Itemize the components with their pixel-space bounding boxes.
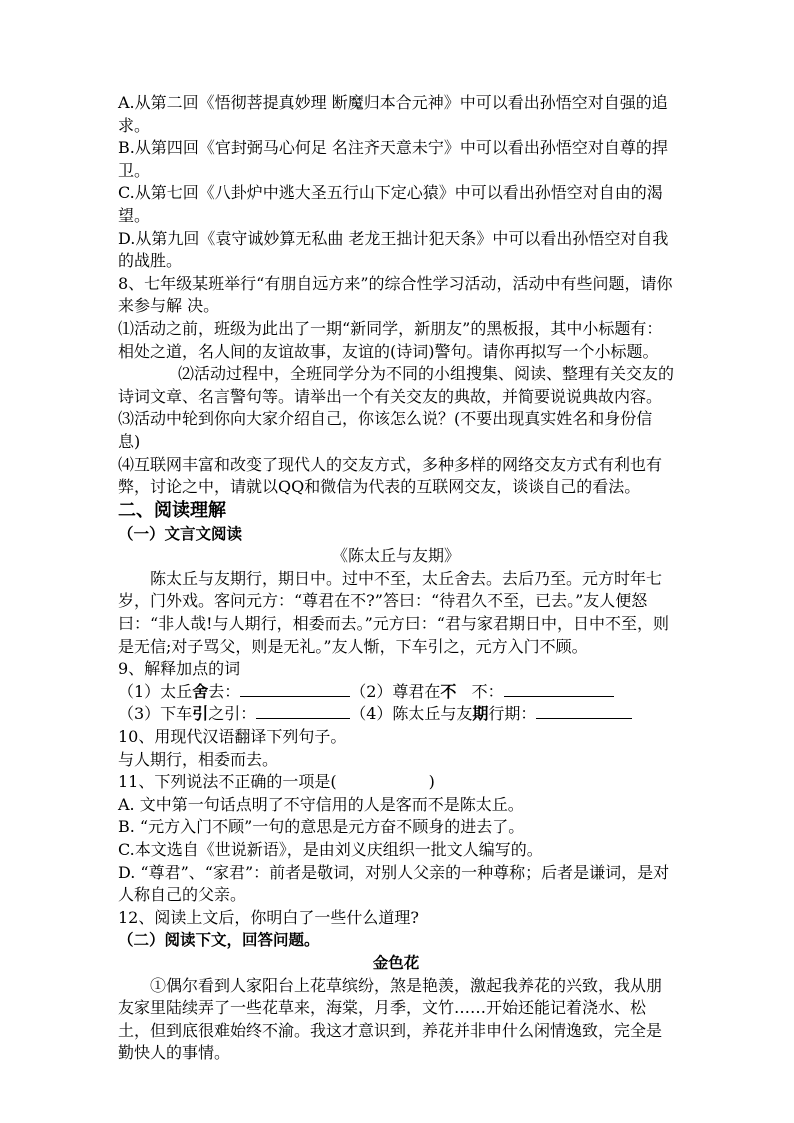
q11-stem-text: 11、下列说法不正确的一项是( — [118, 772, 337, 792]
article-paragraph-1: ①偶尔看到人家阳台上花草缤纷，煞是艳羡，激起我养花的兴致，我从朋友家里陆续弄了一些花草来，海棠，月季，文竹……开始还能记着浇水、松土，但到底很难始终不渝。我这才意识到，养花并非申什么闲情逸致，完全是勤快人的事情。 — [118, 975, 663, 1063]
q8-part2-text: ⑵活动过程中，全班同学分为不同的小组搜集、阅读、整理有关交友的诗词文章、名言警句等。请举出一个有关交友的典故，并简要说说典故内容。 — [118, 364, 675, 406]
q9-item2-dotted-word: 不 — [440, 681, 457, 701]
q9-item1-dotted-word: 舍 — [192, 681, 209, 701]
q11-option-c: C.本文选自《世说新语》，是由刘义庆组织一批文人编写的。 — [118, 840, 543, 859]
q11-option-a: A. 文中第一句话点明了不守信用的人是客而不是陈太丘。 — [118, 794, 524, 814]
q9-stem: 9、解释加点的词 — [118, 659, 241, 679]
section-heading: 二、阅读理解 — [118, 499, 226, 521]
option-b: B.从第四回《官封弼马心何足 名注齐天意未宁》中可以看出孙悟空对自尊的捍卫。 — [118, 138, 668, 180]
option-c: C.从第七回《八卦炉中逃大圣五行山下定心猿》中可以看出孙悟空对自由的渴望。 — [118, 183, 663, 225]
q8-part1 — [118, 318, 674, 408]
q9-row1 — [118, 681, 674, 704]
q9-item3-label: （3）下车 — [118, 704, 193, 724]
subsection-classical: （一）文言文阅读 — [118, 523, 243, 543]
q9-item4-dotted-word: 期 — [472, 704, 489, 724]
option-d: D.从第九回《袁守诚妙算无私曲 老龙王拙计犯天条》中可以看出孙悟空对自我的战胜。 — [118, 228, 669, 271]
q8-part4: ⑷互联网丰富和改变了现代人的交友方式，多种多样的网络交友方式有利也有弊，讨论之中，请就以QQ和微信为代表的互联网交友，谈谈自己的看法。 — [118, 454, 663, 497]
q8-stem: 8、七年级某班举行“有朋自远方来”的综合性学习活动，活动中有些问题，请你来参与解 决。 — [118, 273, 673, 316]
q9-item1-label: （1）太丘 — [118, 681, 193, 701]
answer-blank[interactable] — [536, 704, 632, 719]
q10-stem: 10、用现代汉语翻译下列句子。 — [118, 727, 347, 747]
q11-option-b: B. “元方入门不顾”一句的意思是元方奋不顾身的进去了。 — [118, 817, 525, 837]
passage-text: 陈太丘与友期行，期日中。过中不至，太丘舍去。去后乃至。元方时年七岁，门外戏。客问元方：“尊君在不?”答曰：“待君久不至，已去。”友人便怒曰：“非人哉!与人期行，相委而去。”元方曰：“君与家君期日中，日中不至，则是无信;对子骂父，则是无礼。”友人惭，下车引之，元方入门不顾。 — [118, 568, 669, 656]
answer-blank[interactable] — [504, 682, 614, 697]
subsection-modern: （二）阅读下文，回答问题。 — [118, 930, 320, 950]
q9-item1-suffix: 去： — [208, 681, 241, 701]
q10-sentence: 与人期行，相委而去。 — [118, 749, 279, 769]
q11-stem — [118, 771, 674, 794]
answer-blank[interactable] — [240, 682, 350, 697]
q9-item4-suffix: 行期： — [488, 704, 537, 724]
q11-option-d: D. “尊君”、“家君”：前者是敬词，对别人父亲的一种尊称；后者是谦词，是对人称自己的父亲。 — [118, 862, 670, 905]
q9-item2-label: （2）尊君在 — [350, 681, 441, 701]
q9-item2-suffix: 不： — [456, 681, 504, 701]
q11-stem-close: ) — [428, 772, 435, 792]
article-title: 金色花 — [372, 952, 420, 972]
document-body — [118, 92, 674, 1065]
q9-item4-label: （4）陈太丘与友 — [350, 704, 473, 724]
q9-item3-dotted-word: 引 — [192, 704, 209, 724]
passage-title: 《陈太丘与友期》 — [331, 546, 460, 566]
q8-part1-text: ⑴活动之前，班级为此出了一期“新同学，新朋友”的黑板报，其中小标题有：相处之道，名人间的友谊故事，友谊的(诗词)警句。请你再拟写一个小标题。 — [118, 318, 663, 361]
answer-blank[interactable] — [256, 704, 350, 719]
q9-row2 — [118, 703, 674, 726]
q12-stem: 12、阅读上文后，你明白了一些什么道理? — [118, 907, 419, 927]
q9-item3-suffix: 之引： — [208, 704, 257, 724]
option-a: A.从第二回《悟彻菩提真妙理 断魔归本合元神》中可以看出孙悟空对自强的追求。 — [118, 93, 668, 135]
q8-part3: ⑶活动中轮到你向大家介绍自己，你该怎么说？(不要出现真实姓名和身份信息) — [118, 409, 653, 451]
